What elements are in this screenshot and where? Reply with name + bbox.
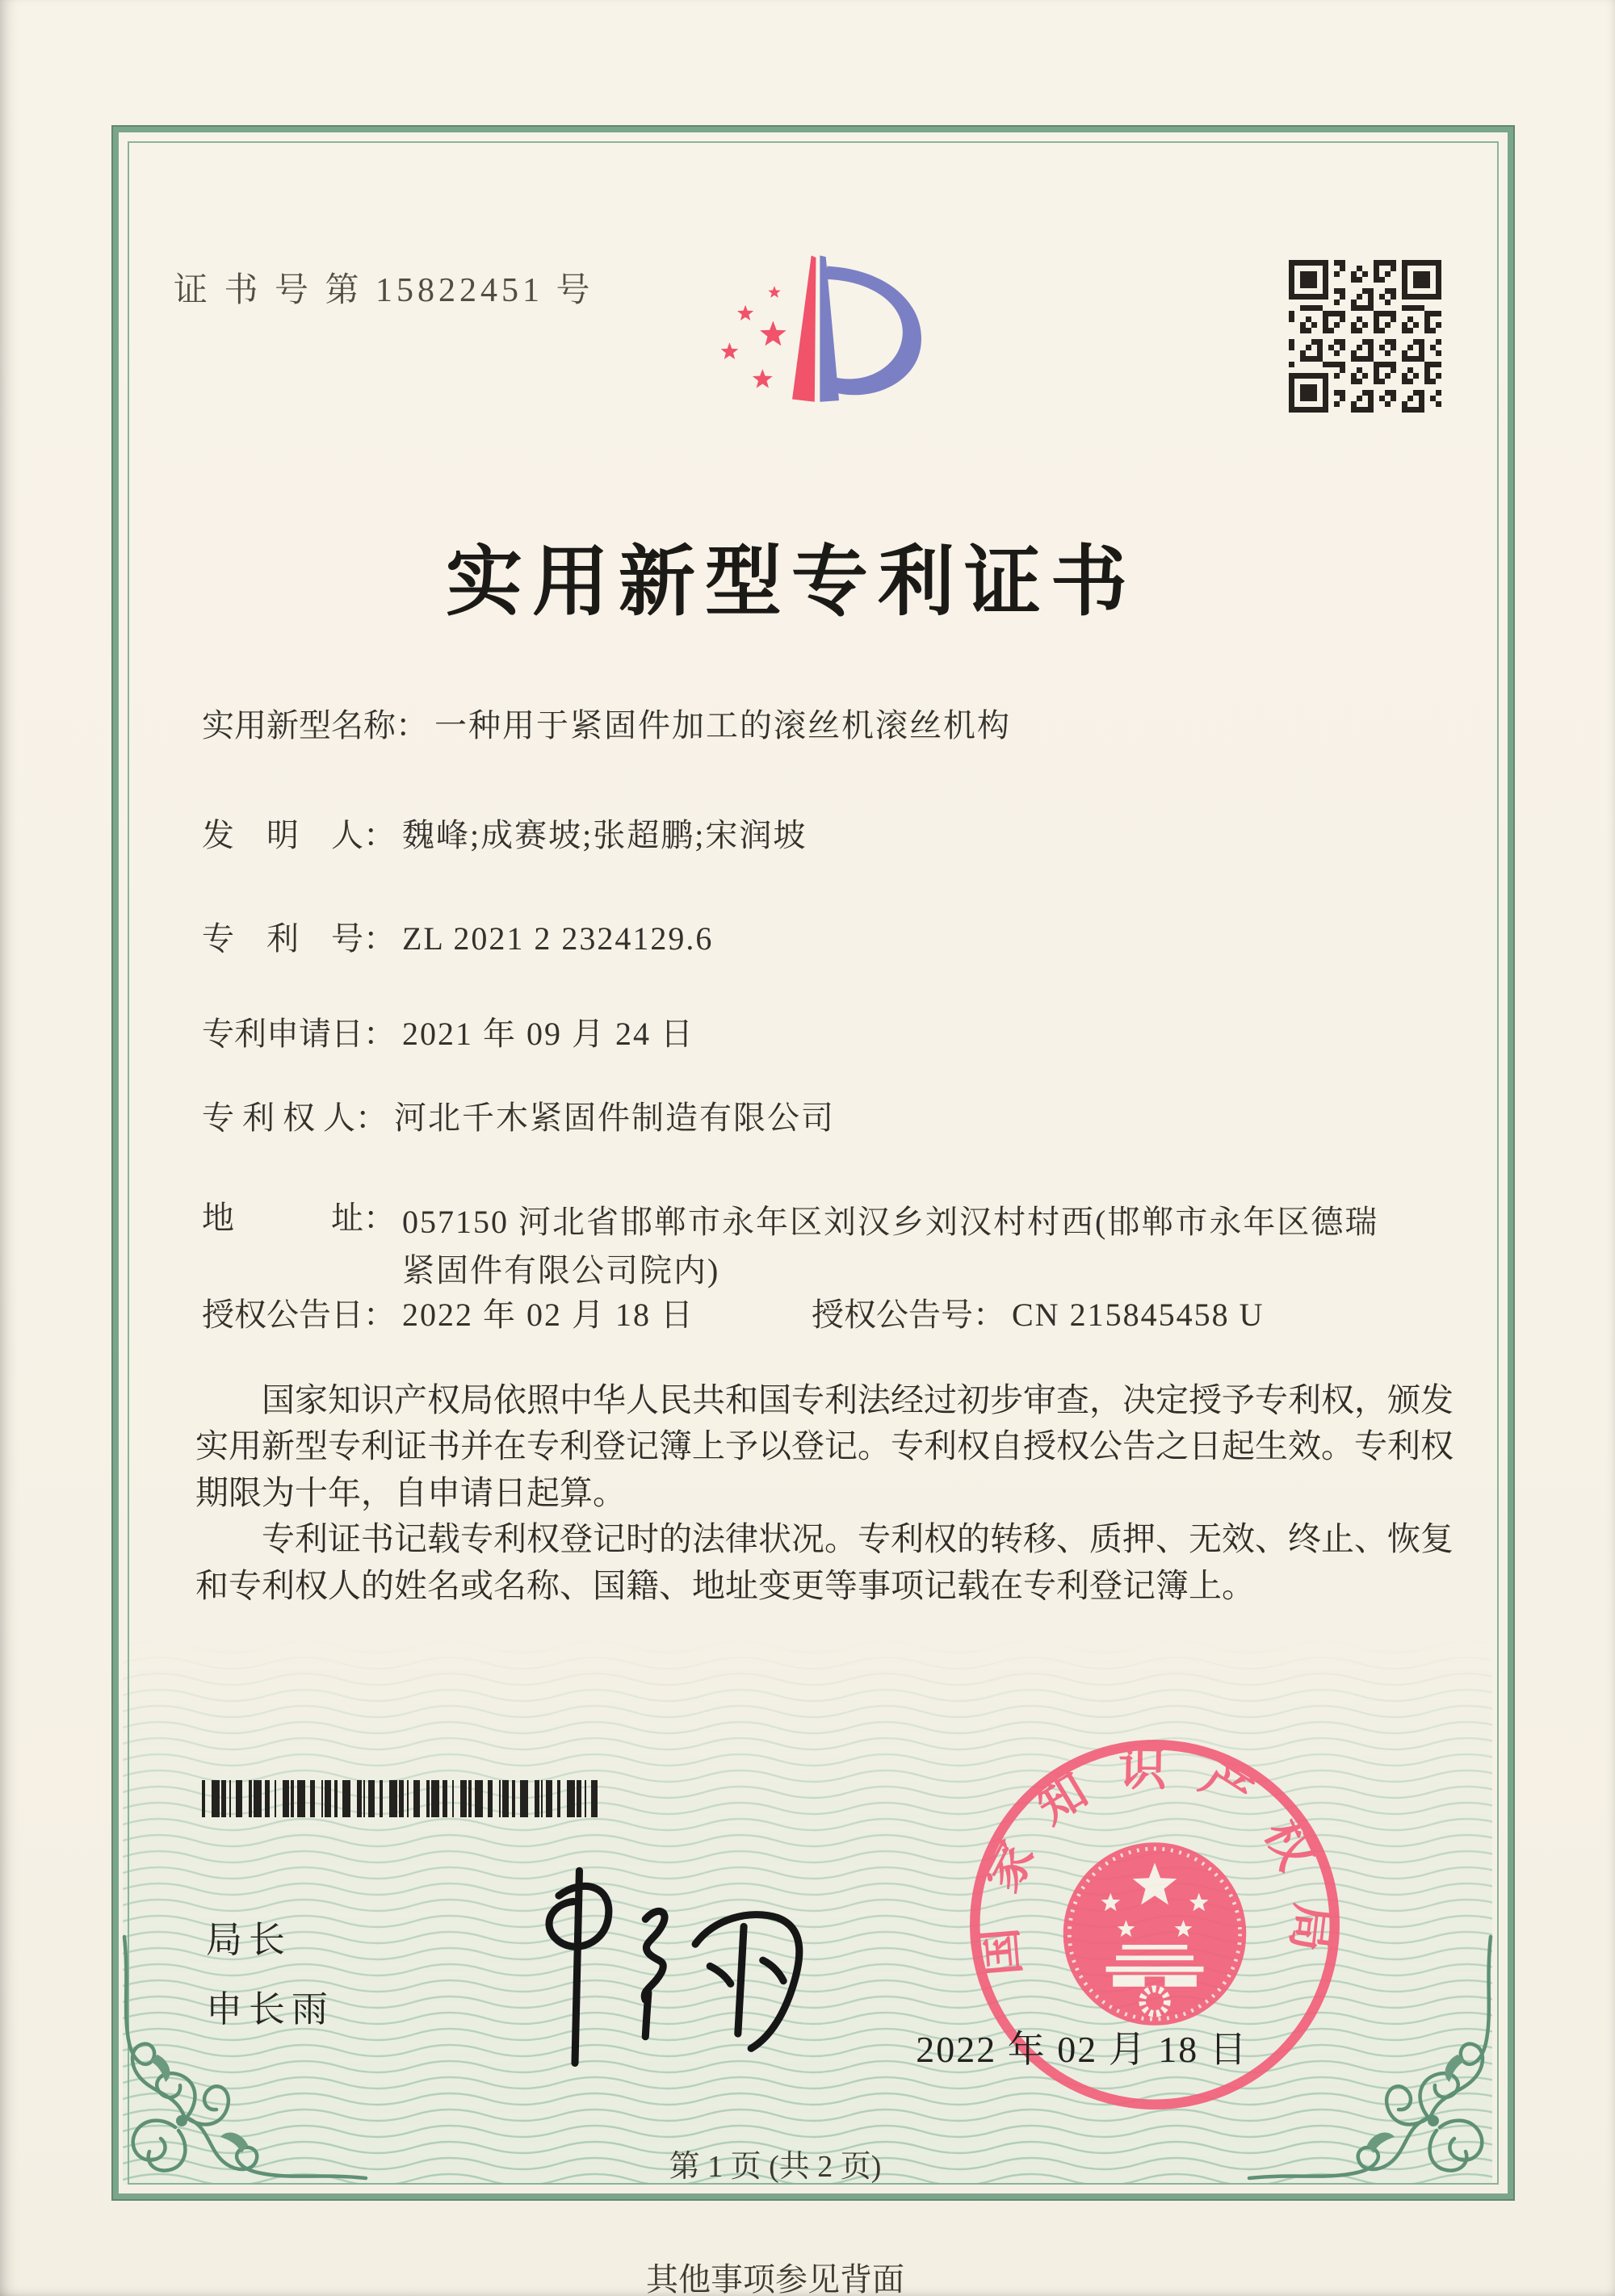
barcode-icon [202, 1780, 610, 1817]
national-emblem-icon [1063, 1842, 1247, 2026]
officer-name: 申长雨 [206, 1989, 335, 2030]
field-label-address: 地 址： [202, 1200, 396, 1236]
signature-icon [446, 1849, 833, 2091]
field-value-address: 057150 河北省邯郸市永年区刘汉乡刘汉村村西(邯郸市永年区德瑞紧固件有限公司院内) [402, 1204, 1379, 1288]
field-value-name: 一种用于紧固件加工的滚丝机滚丝机构 [434, 707, 1011, 744]
field-value-grant-no: CN 215845458 U [1012, 1297, 1265, 1333]
field-row-name [202, 706, 1449, 746]
field-label-name: 实用新型名称： [202, 707, 428, 744]
seal-agency-text: 国家知识产权局 [970, 1741, 1340, 1984]
field-row-inventors [202, 815, 1449, 856]
cnipa-logo-icon [685, 236, 943, 434]
seal-date: 2022 年 02 月 18 日 [916, 2029, 1248, 2070]
field-row-grant [202, 1295, 1449, 1335]
back-note: 其他事项参见背面 [646, 2261, 904, 2296]
legal-text [195, 1377, 1454, 1609]
field-value-patent-no: ZL 2021 2 2324129.6 [402, 920, 714, 957]
field-label-inventors: 发 明 人： [202, 817, 396, 853]
certificate-number: 证 书 号 第 15822451 号 [174, 272, 594, 309]
officer-title: 局长 [206, 1920, 292, 1960]
field-label-patent-no: 专 利 号： [202, 920, 396, 957]
legal-paragraph-2: 专利证书记载专利权登记时的法律状况。专利权的转移、质押、无效、终止、恢复和专利权人的姓名或名称、国籍、地址变更等事项记载在专利登记簿上。 [195, 1520, 1454, 1604]
page-title: 实用新型专利证书 [445, 539, 1137, 625]
legal-paragraph-1: 国家知识产权局依照中华人民共和国专利法经过初步审查，决定授予专利权，颁发实用新型专利证书并在专利登记簿上予以登记。专利权自授权公告之日起生效。专利权期限为十年，自申请日起算。 [195, 1381, 1454, 1511]
field-value-patentee: 河北千木紧固件制造有限公司 [394, 1100, 835, 1136]
field-label-patentee: 专 利 权 人： [202, 1100, 388, 1136]
field-label-grant-date: 授权公告日： [202, 1297, 396, 1333]
field-value-inventors: 魏峰;成赛坡;张超鹏;宋润坡 [402, 817, 808, 853]
page-number: 第 1 页 (共 2 页) [669, 2150, 882, 2184]
field-value-filing-date: 2021 年 09 月 24 日 [402, 1016, 694, 1052]
field-row-filing-date [202, 1014, 1449, 1054]
field-label-grant-no: 授权公告号： [812, 1297, 1005, 1333]
field-label-filing-date: 专利申请日： [202, 1016, 396, 1052]
field-row-address [202, 1198, 1449, 1295]
qr-code-icon [1289, 260, 1441, 413]
field-row-patent-no [202, 919, 1449, 959]
field-row-patentee [202, 1098, 1449, 1138]
field-value-grant-date: 2022 年 02 月 18 日 [402, 1297, 694, 1333]
